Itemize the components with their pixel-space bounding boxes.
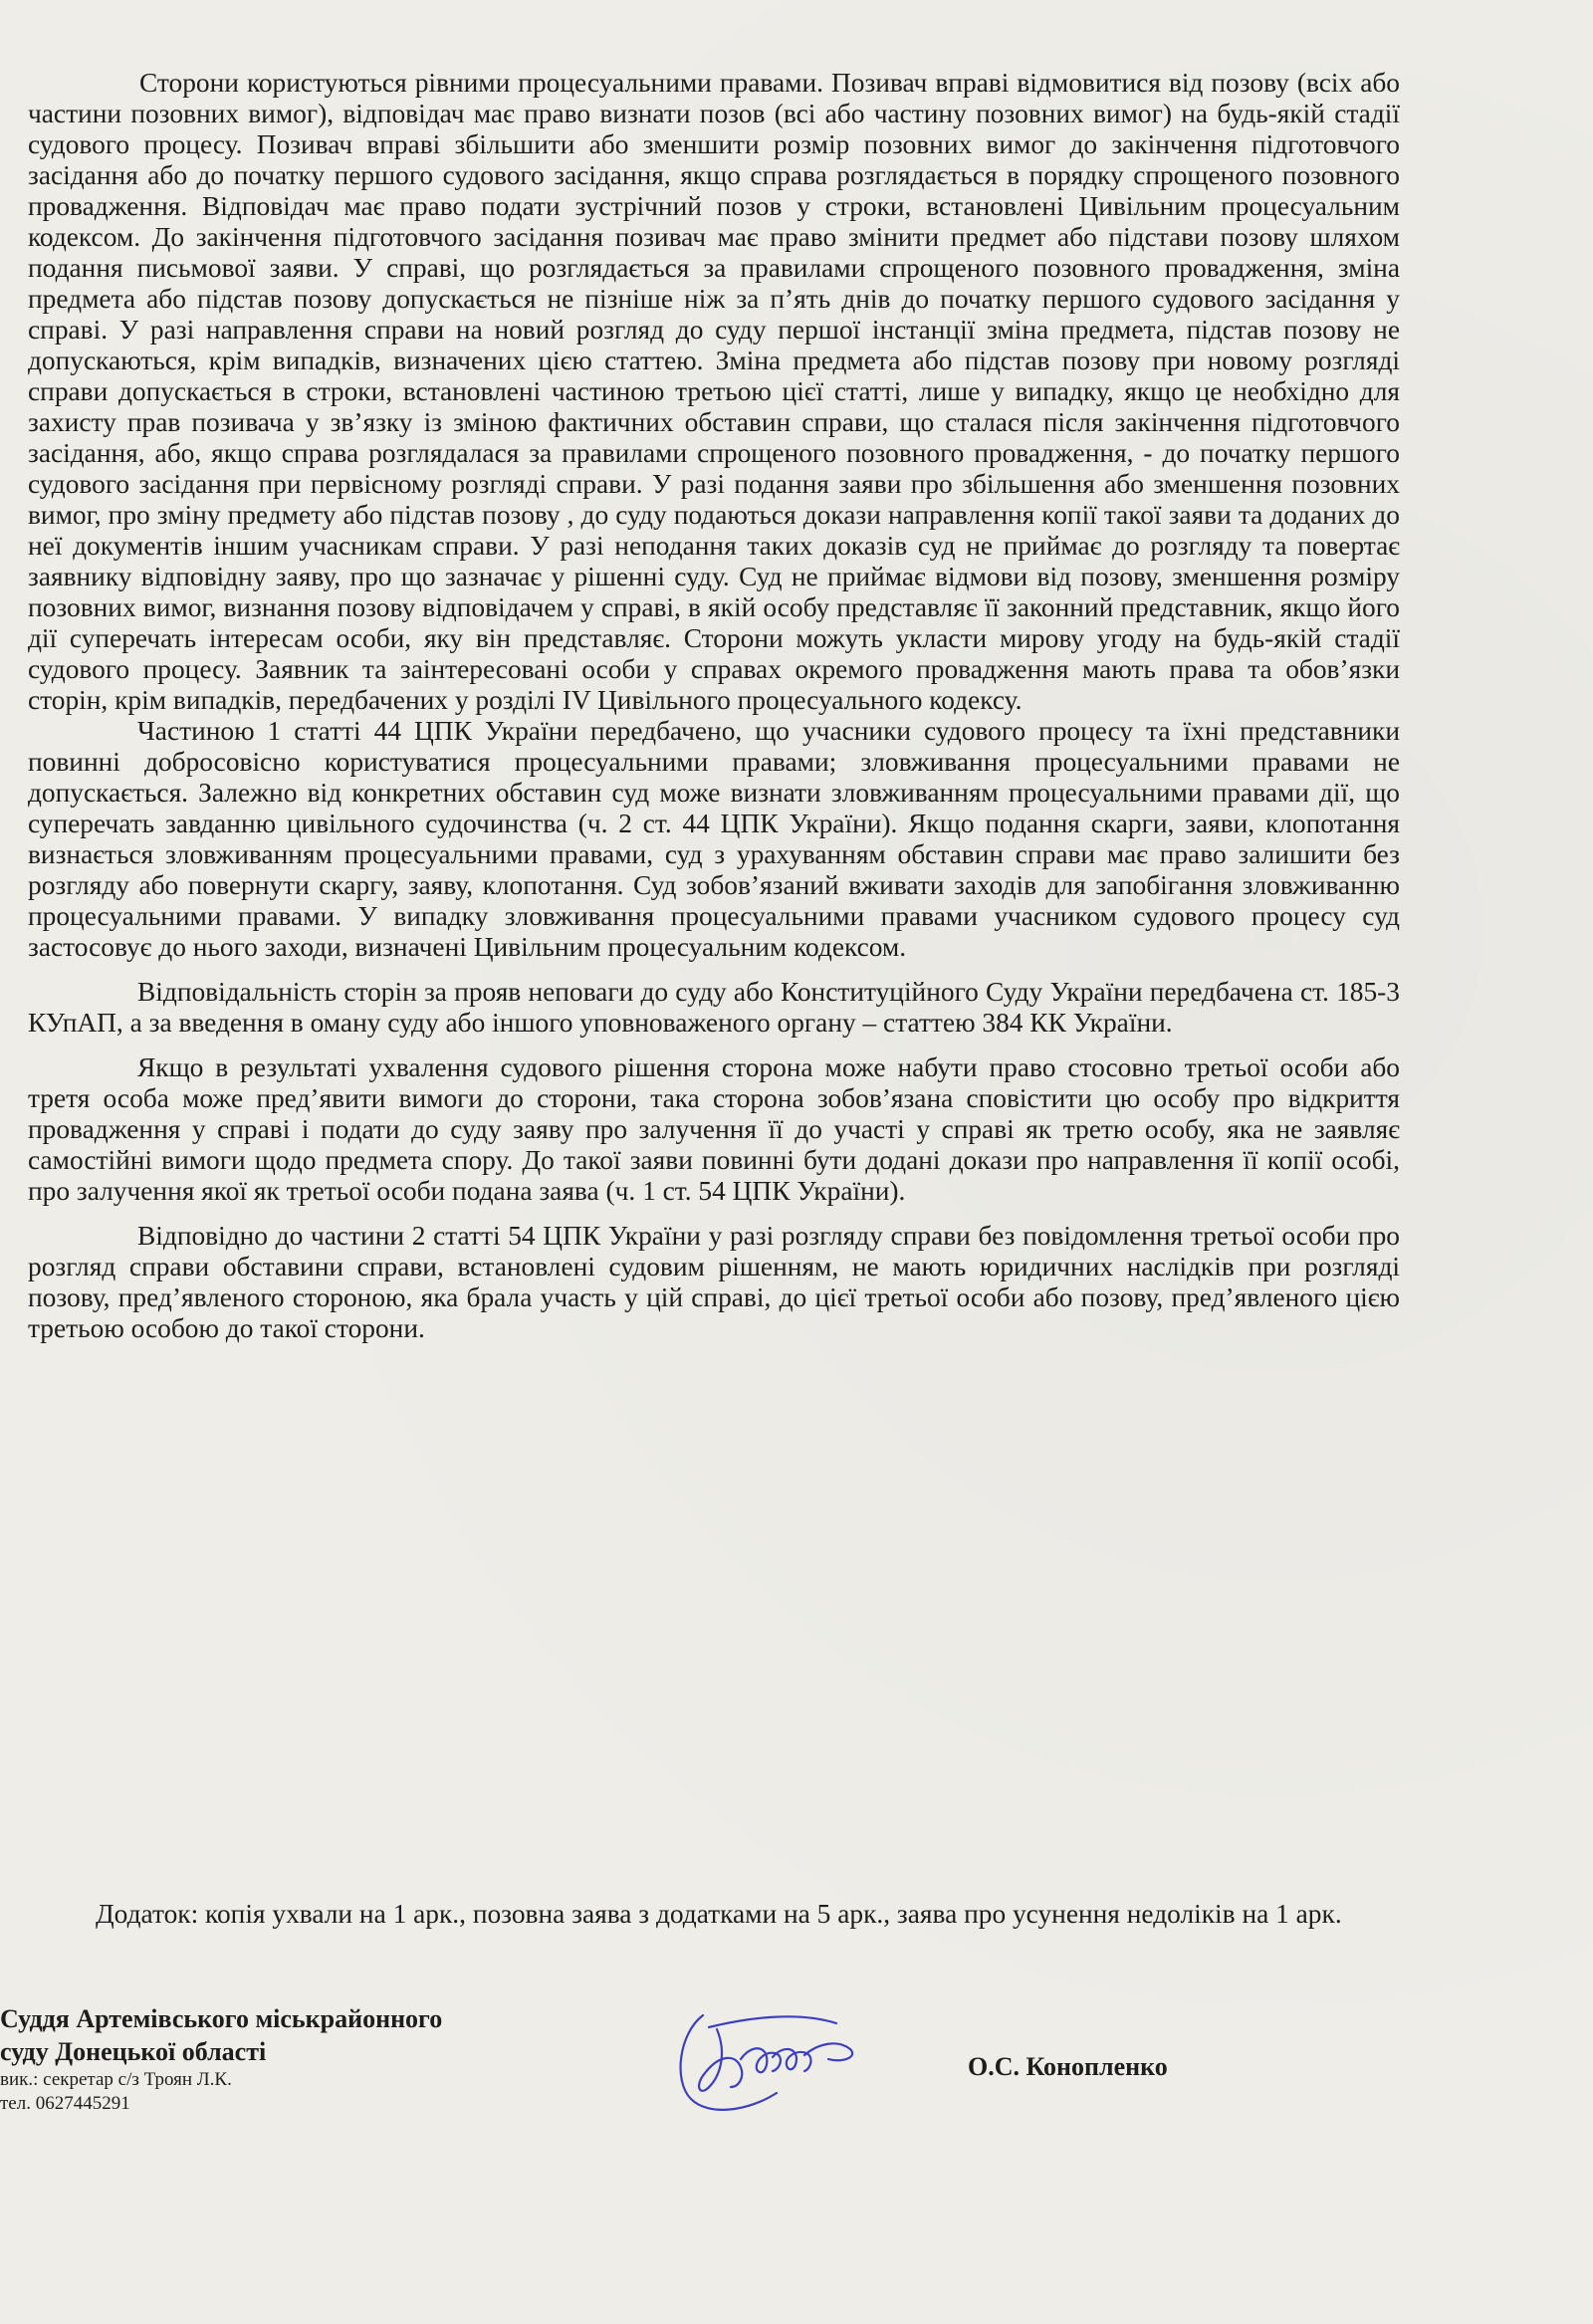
paragraph-third-party-consequences: Відповідно до частини 2 статті 54 ЦПК України у разі розгляду справи без повідомлення третьої особи про розгляд справи обставини справи, встановлені судовим рішенням, не мають юридичних наслідків при розгляді позову, пред’явленого стороною, яка брала участь у цій справі, до цієї третьої особи або позову, пред’явленого цією третьою особою до такої сторони. [28,1221,1400,1343]
judge-name: О.С. Конопленко [968,2052,1168,2081]
document-body [28,68,1400,1344]
judge-block [0,2002,597,2116]
paragraph-procedural-rights: Сторони користуються рівними процесуальними правами. Позивач вправі відмовитися від позову (всіх або частини позовних вимог), відповідач має право визнати позов (всі або частину позовних вимог) на будь-якій стадії судового процесу. Позивач вправі збільшити або зменшити розмір позовних вимог до закінчення підготовчого засідання або до початку першого судового засідання, якщо справа розглядається в порядку спрощеного позовного провадження. Відповідач має право подати зустрічний позов у строки, встановлені Цивільним процесуальним кодексом. До закінчення підготовчого засідання позивач має право змінити предмет або підстави позову шляхом подання письмової заяви. У справі, що розглядається за правилами спрощеного позовного провадження, зміна предмета або підстав позову допускається не пізніше ніж за п’ять днів до початку першого судового засідання у справі. У разі направлення справи на новий розгляд до суду першої інстанції зміна предмета, підстав позову не допускаються, крім випадків, визначених цією статтею. Зміна предмета або підстав позову при новому розгляді справи допускається в строки, встановлені частиною третьою цієї статті, лише у випадку, якщо це необхідно для захисту прав позивача у зв’язку із зміною фактичних обставин справи, що сталася після закінчення підготовчого засідання, або, якщо справа розглядалася за правилами спрощеного позовного провадження, - до початку першого судового засідання при первісному розгляді справи. У разі подання заяви про збільшення або зменшення позовних вимог, про зміну предмету або підстав позову , до суду подаються докази направлення копії такої заяви та доданих до неї документів іншим учасникам справи. У разі неподання таких доказів суд не приймає до розгляду та повертає заявнику відповідну заяву, про що зазначає у рішенні суду. Суд не приймає відмови від позову, зменшення розміру позовних вимог, визнання позову відповідачем у справі, в якій особу представляє її законний представник, якщо його дії суперечать інтересам особи, яку він представляє. Сторони можуть укласти мирову угоду на будь-якій стадії судового процесу. Заявник та заінтересовані особи у справах окремого провадження мають права та обов’язки сторін, крім випадків, передбачених у розділі IV Цивільного процесуального кодексу. [28,68,1400,715]
judge-title-line1: Суддя Артемівського міськрайонного [0,2004,443,2033]
executor-line: вик.: секретар с/з Троян Л.К. [0,2069,232,2090]
judge-title-line2: суду Донецької області [0,2037,267,2066]
paragraph-abuse-of-rights: Частиною 1 статті 44 ЦПК України передбачено, що учасники судового процесу та їхні представники повинні добросовісно користуватися процесуальними правами; зловживання процесуальними правами не допускається. Залежно від конкретних обставин суд може визнати зловживанням процесуальними правами дії, що суперечать завданню цивільного судочинства (ч. 2 ст. 44 ЦПК України). Якщо подання скарги, заяви, клопотання визнається зловживанням процесуальними правами, суд з урахуванням обставин справи має право залишити без розгляду або повернути скаргу, заяву, клопотання. Суд зобов’язаний вживати заходів для запобігання зловживанню процесуальними правами. У випадку зловживання процесуальними правами учасником судового процесу суд застосовує до нього заходи, визначені Цивільним процесуальним кодексом. [28,716,1400,962]
paragraph-liability: Відповідальність сторін за прояв неповаги до суду або Конституційного Суду України передбачена ст. 185-3 КУпАП, а за введення в оману суду або іншого уповноваженого органу – статтею 384 КК України. [28,977,1400,1038]
attachment-note: Додаток: копія ухвали на 1 арк., позовна заява з додатками на 5 арк., заява про усунення недоліків на 1 арк. [96,1899,1342,1929]
handwritten-signature [669,1993,868,2121]
paragraph-third-party: Якщо в результаті ухвалення судового рішення сторона може набути право стосовно третьої особи або третя особа може пред’явити вимоги до сторони, така сторона зобов’язана сповістити цю особу про відкриття провадження у справі і подати до суду заяву про залучення її до участі у справі як третю особу, яка не заявляє самостійні вимоги щодо предмета спору. До такої заяви повинні бути додані докази про направлення її копії особі, про залучення якої як третьої особи подана заява (ч. 1 ст. 54 ЦПК України). [28,1052,1400,1206]
phone-line: тел. 0627445291 [0,2093,130,2114]
